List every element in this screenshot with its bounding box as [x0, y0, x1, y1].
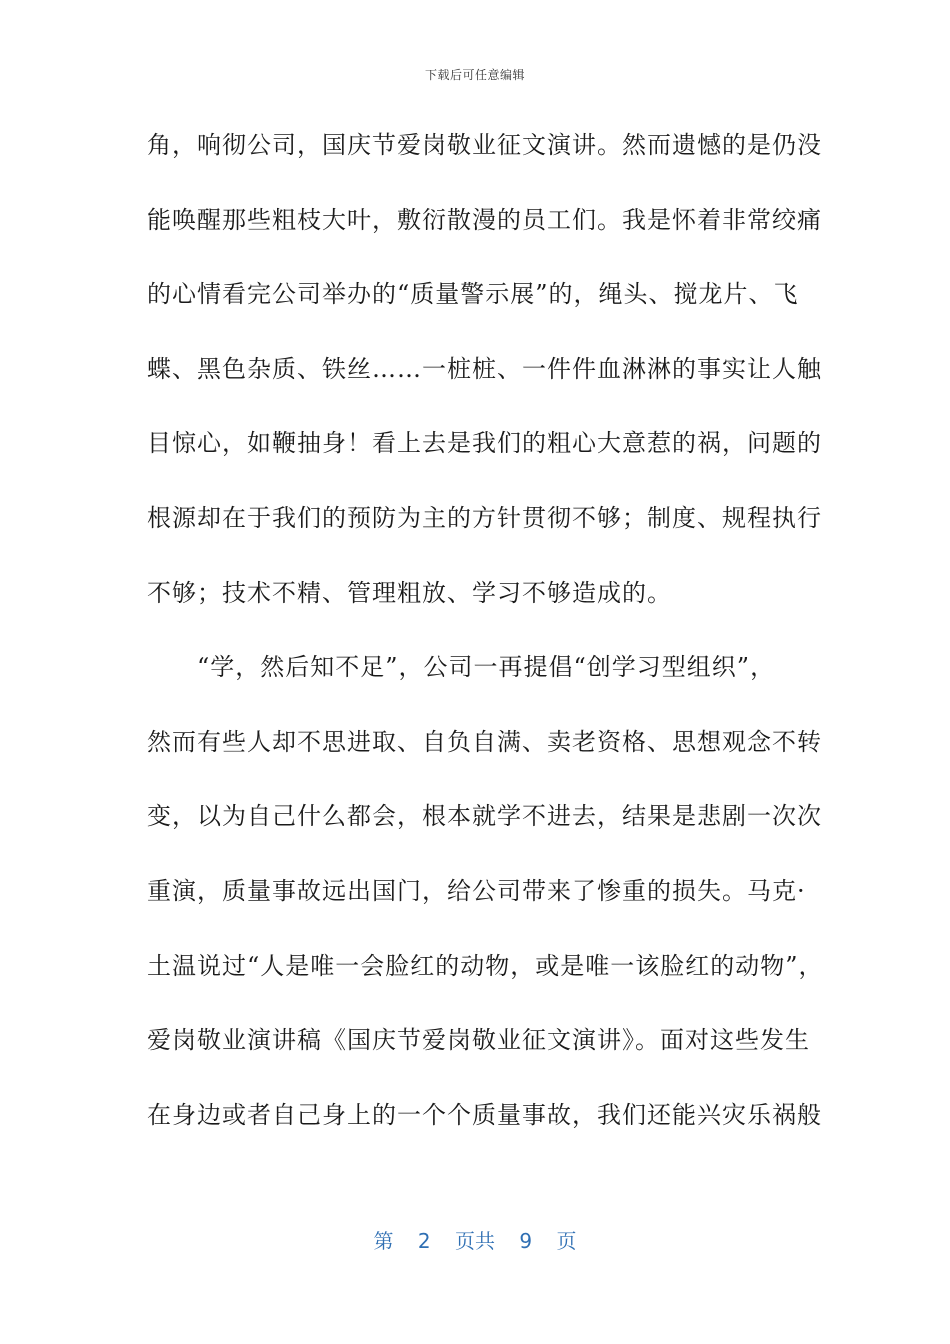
text-line: 能唤醒那些粗枝大叶，敷衍散漫的员工们。我是怀着非常绞痛: [147, 205, 822, 234]
text-line-paragraph-start: “学，然后知不足”，公司一再提倡“创学习型组织”，: [197, 653, 776, 682]
text-line: 角，响彻公司，国庆节爱岗敬业征文演讲。然而遗憾的是仍没: [147, 131, 822, 159]
text-line: 根源却在于我们的预防为主的方针贯彻不够；制度、规程执行: [147, 503, 822, 532]
text-line: 不够；技术不精、管理粗放、学习不够造成的。: [147, 578, 672, 607]
text-line: 土温说过“人是唯一会脸红的动物，或是唯一该脸红的动物”，: [147, 951, 824, 980]
text-line: 在身边或者自己身上的一个个质量事故，我们还能兴灾乐祸般: [147, 1100, 822, 1129]
text-line: 重演，质量事故远出国门，给公司带来了惨重的损失。马克·: [147, 876, 806, 905]
page-footer: [0, 1225, 950, 1254]
text-line: 然而有些人却不思进取、自负自满、卖老资格、思想观念不转: [147, 727, 822, 756]
footer-current-page: 2: [417, 1229, 431, 1253]
text-line: 蝶、黑色杂质、铁丝……一桩桩、一件件血淋淋的事实让人触: [147, 354, 822, 383]
text-line: 目惊心，如鞭抽身！看上去是我们的粗心大意惹的祸，问题的: [147, 429, 822, 458]
footer-total-pages: 9: [519, 1229, 533, 1253]
footer-middle: 页共: [455, 1229, 495, 1253]
document-body: [147, 122, 824, 1166]
text-line: 变，以为自己什么都会，根本就学不进去，结果是悲剧一次次: [147, 802, 822, 831]
page-header-note: 下载后可任意编辑: [424, 68, 525, 82]
text-line: 的心情看完公司举办的“质量警示展”的，绳头、搅龙片、飞: [147, 280, 799, 309]
text-line: 爱岗敬业演讲稿《国庆节爱岗敬业征文演讲》。面对这些发生: [147, 1026, 810, 1055]
footer-suffix: 页: [556, 1229, 577, 1253]
footer-prefix: 第: [373, 1229, 394, 1253]
